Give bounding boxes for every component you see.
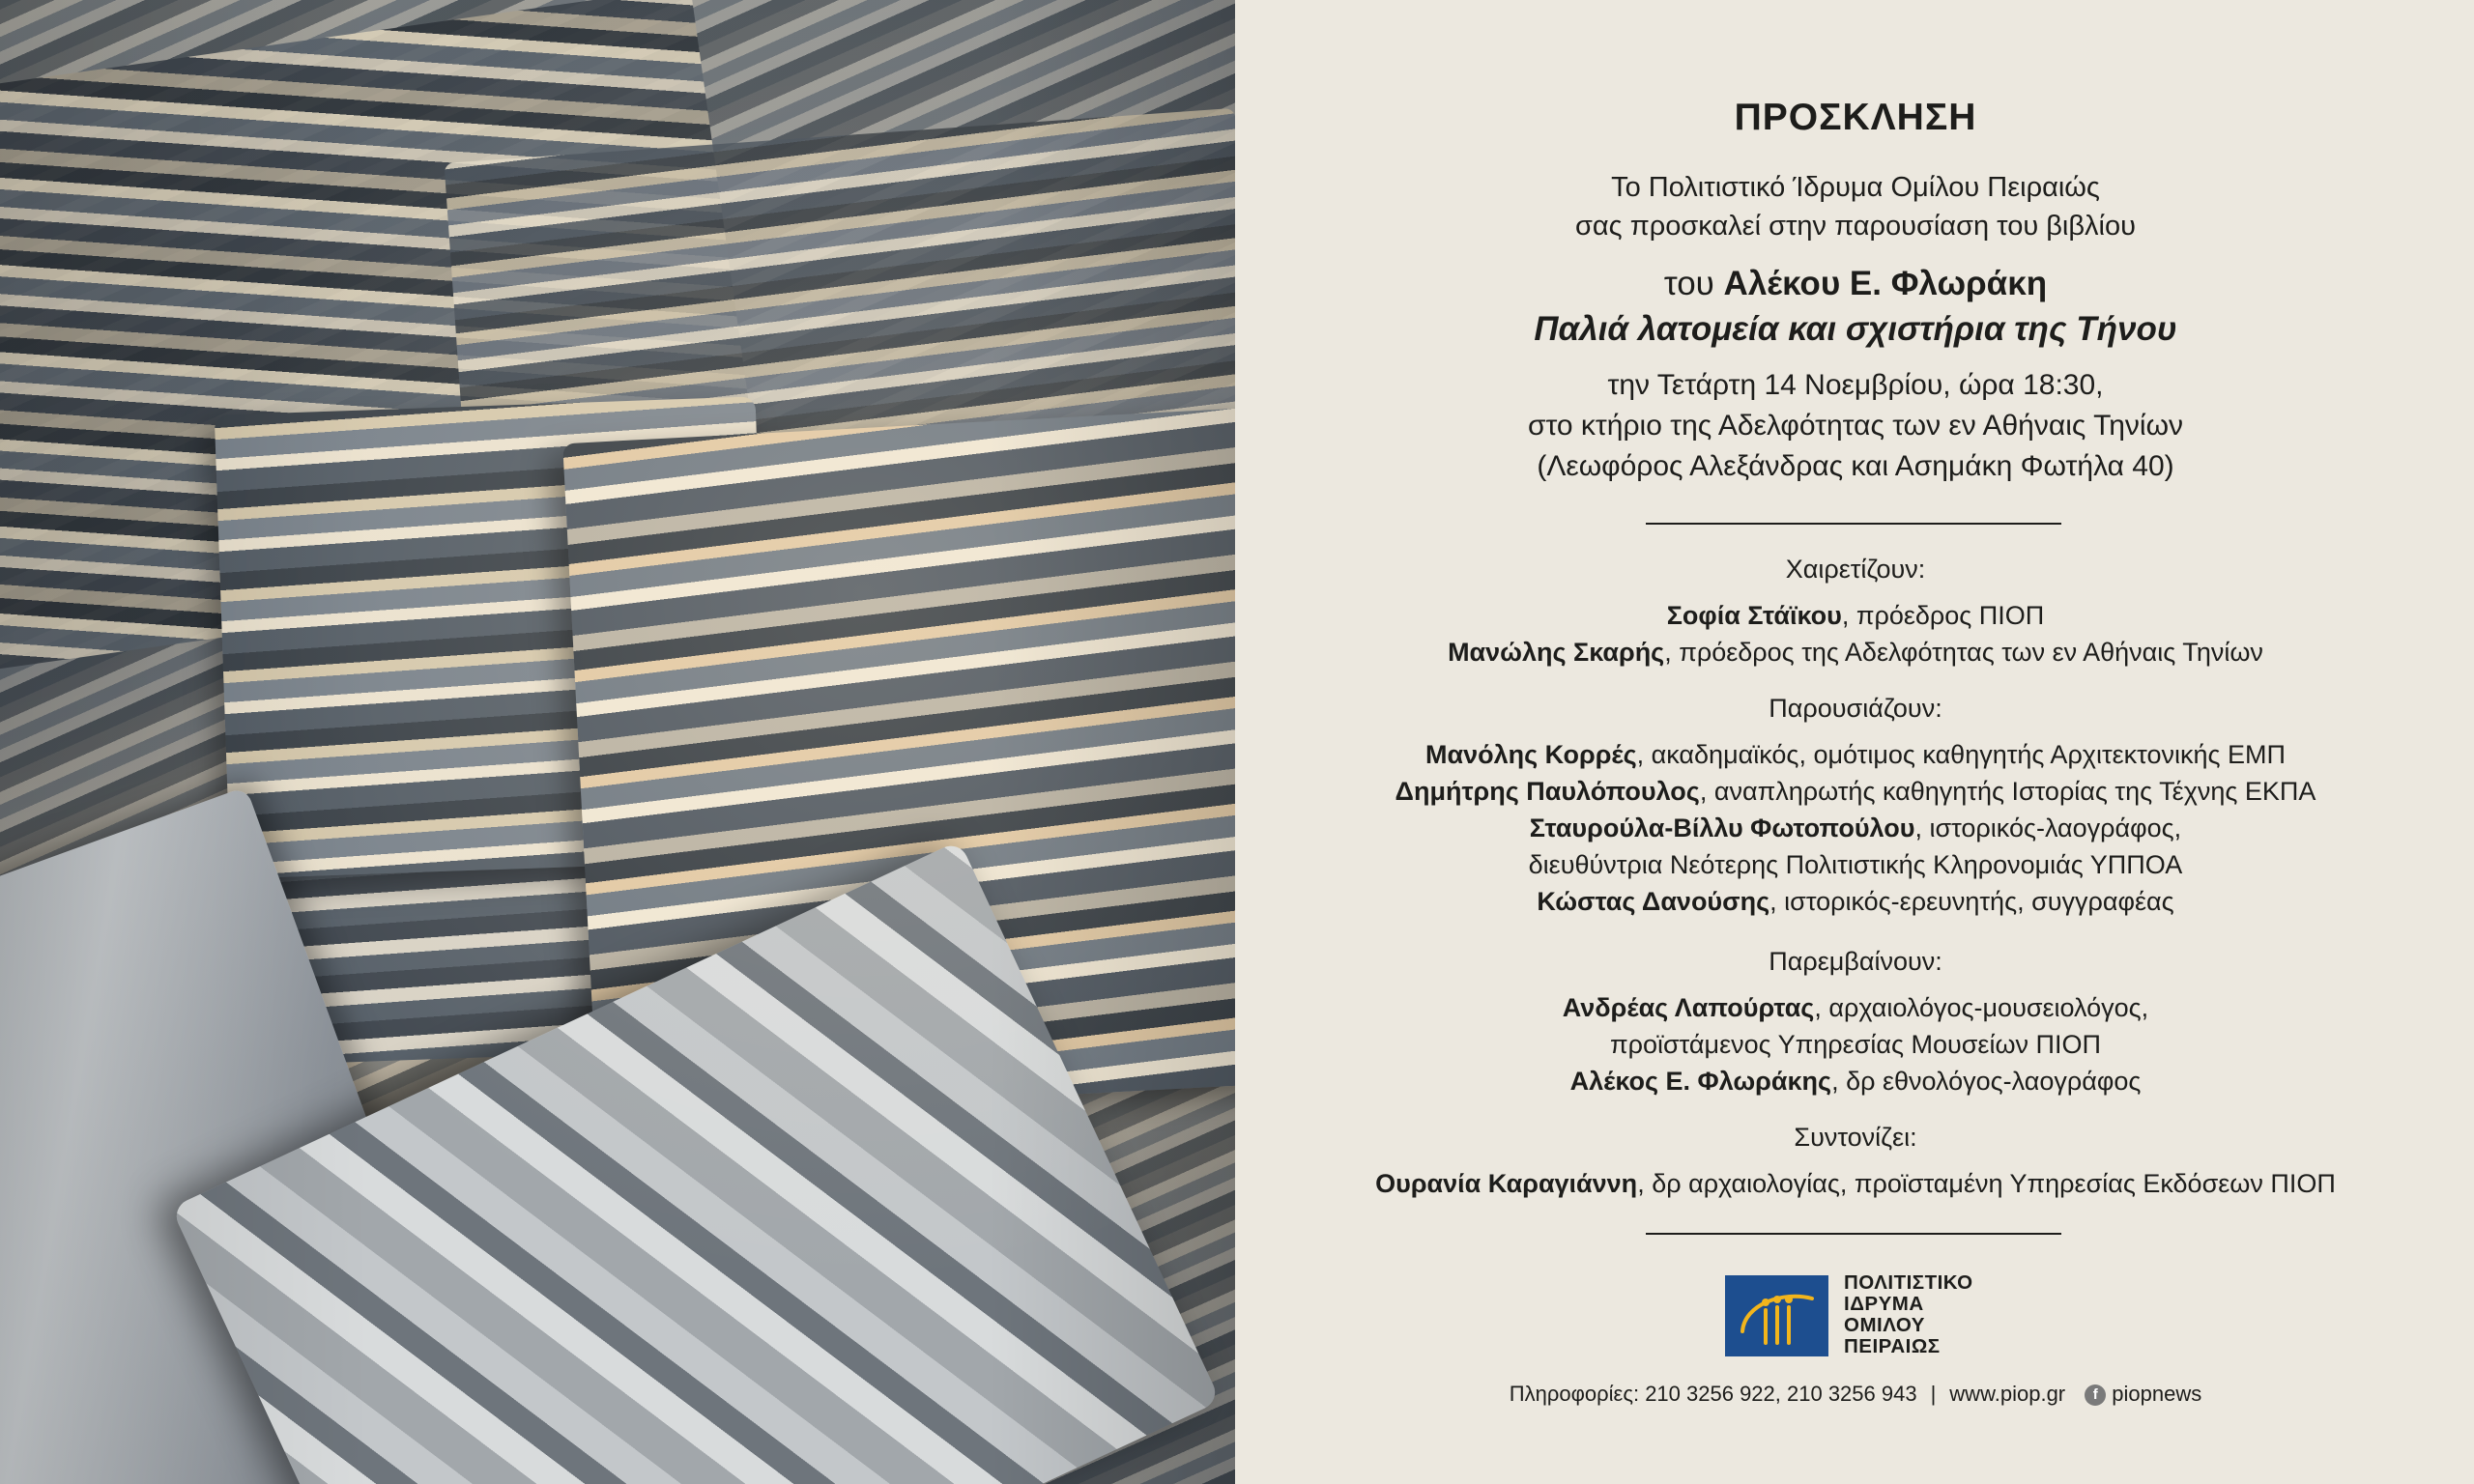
book-title: Παλιά λατομεία και σχιστήρια της Τήνου [1534,310,2177,348]
section-heading: Παρουσιάζουν: [1769,694,1942,723]
participant-role-continued: προϊστάμενος Υπηρεσίας Μουσείων ΠΙΟΠ [1609,1030,2102,1059]
author-prefix: του [1663,265,1714,302]
participant [1237,989,2474,1026]
marble-rock-photo [0,0,1235,1484]
participant-role: , ακαδημαϊκός, ομότιμος καθηγητής Αρχιτεκτονικής ΕΜΠ [1636,740,2287,769]
invitation-panel [1237,0,2474,1484]
book-info [1237,261,2474,352]
participant-name: Ανδρέας Λαπούρτας [1562,993,1815,1022]
participant [1237,736,2474,773]
participant [1237,634,2474,671]
participant [1237,1165,2474,1202]
intro-text [1237,168,2474,245]
participant-role: , πρόεδρος της Αδελφότητας των εν Αθήναις Τηνίων [1664,638,2263,667]
facebook-link[interactable] [2085,1382,2201,1406]
speakers-section [1237,943,2474,1099]
author-line [1237,261,2474,306]
participant-role: , αρχαιολόγος-μουσειολόγος, [1814,993,2149,1022]
invitation-title: ΠΡΟΣΚΛΗΣΗ [1734,97,1977,138]
greetings-section [1237,551,2474,671]
photo-lighting [0,0,1235,1484]
participant-role: , δρ αρχαιολογίας, προϊσταμένη Υπηρεσίας Εκδόσεων ΠΙΟΠ [1637,1169,2336,1198]
event-details [1237,365,2474,487]
logo-line: ΟΜΙΛΟΥ [1844,1314,1925,1336]
participant-role-continued: διευθύντρια Νεότερης Πολιτιστικής Κληρονομιάς ΥΠΠΟΑ [1528,850,2183,879]
presenters-section [1237,690,2474,920]
section-heading: Παρεμβαίνουν: [1769,947,1942,976]
logo-line: ΠΟΛΙΤΙΣΤΙΚΟ [1844,1271,1973,1294]
contact-phones: Πληροφορίες: 210 3256 922, 210 3256 943 [1509,1382,1917,1406]
event-address: (Λεωφόρος Αλεξάνδρας και Ασημάκη Φωτήλα 40) [1537,450,2174,482]
section-heading: Χαιρετίζουν: [1785,555,1926,584]
participant [1237,810,2474,846]
footer-info [1237,1379,2474,1410]
intro-line: Το Πολιτιστικό Ίδρυμα Ομίλου Πειραιώς [1611,172,2100,203]
participant-name: Μανόλης Κορρές [1424,740,1637,769]
participant-name: Μανώλης Σκαρής [1448,638,1665,667]
participant-name: Σταυρούλα-Βίλλυ Φωτοπούλου [1529,813,1915,842]
divider [1646,1233,2061,1235]
piop-emblem-icon [1725,1275,1828,1356]
participant-name: Ουρανία Καραγιάννη [1375,1169,1638,1198]
coordinator-section [1237,1119,2474,1202]
logo-line: ΠΕΙΡΑΙΩΣ [1844,1335,1941,1357]
author-name: Αλέκου Ε. Φλωράκη [1723,265,2048,302]
footer-separator: | [1930,1382,1937,1406]
participant-name: Κώστας Δανούσης [1537,887,1770,916]
section-heading: Συντονίζει: [1794,1123,1917,1152]
facebook-icon: f [2085,1384,2106,1406]
participant-role: , πρόεδρος ΠΙΟΠ [1841,601,2045,630]
event-date: την Τετάρτη 14 Νοεμβρίου, ώρα 18:30, [1607,369,2104,401]
intro-line: σας προσκαλεί στην παρουσίαση του βιβλίου [1575,211,2136,242]
facebook-handle: piopnews [2112,1382,2202,1406]
participant-name: Δημήτρης Παυλόπουλος [1395,777,1700,806]
event-venue: στο κτήριο της Αδελφότητας των εν Αθήναις Τηνίων [1527,410,2184,442]
logo-line: ΙΔΡΥΜΑ [1844,1293,1924,1315]
participant-role: , αναπληρωτής καθηγητής Ιστορίας της Τέχνης ΕΚΠΑ [1699,777,2316,806]
participant-role: , δρ εθνολόγος-λαογράφος [1831,1067,2142,1096]
piop-logo-mark [1725,1275,1828,1356]
piop-logo [1725,1272,2005,1359]
participant-name: Σοφία Στάϊκου [1666,601,1842,630]
participant [1237,597,2474,634]
participant [1237,1063,2474,1099]
piop-logo-wordmark [1844,1272,1973,1357]
participant-role: , ιστορικός-ερευνητής, συγγραφέας [1769,887,2174,916]
participant-name: Αλέκος Ε. Φλωράκης [1569,1067,1832,1096]
participant-role: , ιστορικός-λαογράφος, [1914,813,2182,842]
participant [1237,883,2474,920]
participant [1237,773,2474,810]
website-link[interactable]: www.piop.gr [1949,1382,2066,1406]
divider [1646,523,2061,525]
